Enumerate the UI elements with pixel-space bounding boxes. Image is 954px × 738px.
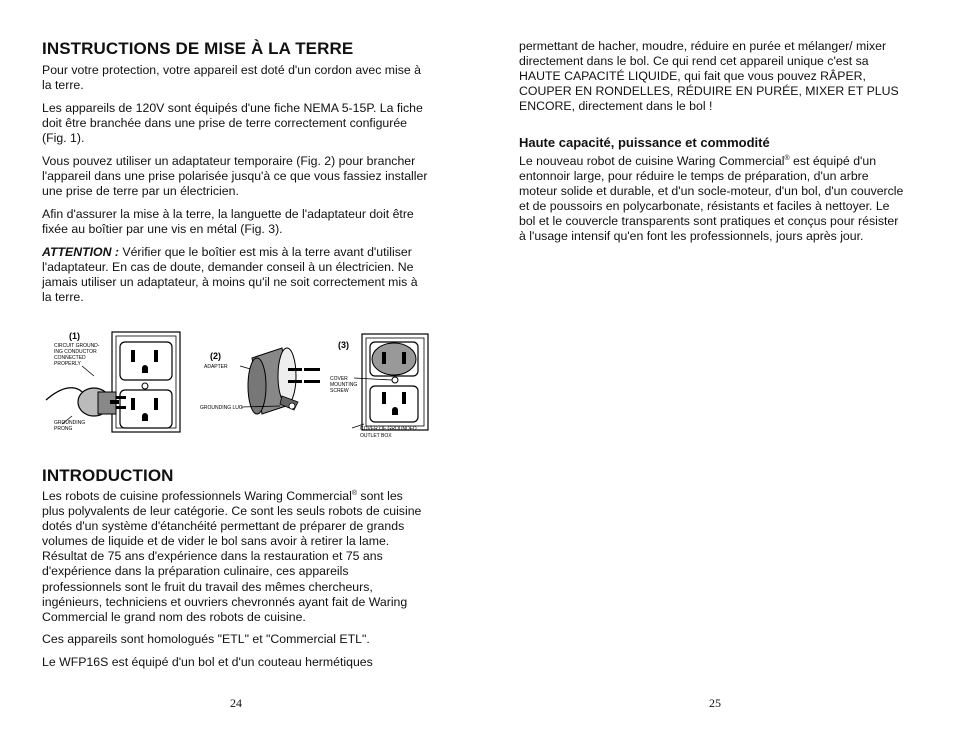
intro-paragraph-1 [42, 489, 426, 625]
fig3-screw-line1: COVER [330, 376, 348, 382]
grounding-figures [42, 328, 442, 446]
capacity-p-start: Le nouveau robot de cuisine Waring Commercial [519, 154, 785, 168]
fig1-caption-line3: CONNECTED [54, 355, 86, 361]
fig3-screw-line2: MOUNTING [330, 382, 358, 388]
fig1-caption-line2: ING CONDUCTOR [54, 349, 97, 355]
figure-1 [46, 331, 180, 432]
intro-paragraph-2: Ces appareils sont homologués "ETL" et "Commercial ETL". [42, 632, 370, 646]
fig3-screw-line3: SCREW [330, 388, 349, 394]
intro-paragraph-3: Le WFP16S est équipé d'un bol et d'un couteau hermétiques [42, 655, 373, 669]
attention-text: Vérifier que le boîtier est mis à la terre avant d'utiliser l'adaptateur. En cas de doute, demander conseil à un électricien. Ne jamais utiliser un adaptateur, à moins qu'il ne soit correctement mis à la terre. [42, 245, 418, 305]
grounding-paragraph-4: Afin d'assurer la mise à la terre, la languette de l'adaptateur doit être fixée au boîtier par une vis en métal (Fig. 3). [42, 207, 414, 237]
page-number-right: 25 [709, 696, 721, 710]
page-number-left: 24 [230, 696, 242, 710]
cover-screw-icon [392, 377, 398, 383]
figure-3 [330, 334, 428, 439]
plate-screw-icon [142, 383, 148, 389]
fig2-lug-caption: GROUNDING LUG [200, 405, 243, 411]
fig2-adapter-caption: ADAPTER [204, 364, 228, 370]
introduction-heading: INTRODUCTION [42, 466, 174, 485]
capacity-p-rest: est équipé d'un entonnoir large, pour réduire le temps de préparation, d'un arbre moteur solide et durable, et d'un socle-moteur, d'un bol, d'un couvercle et de poussoirs en polycarbonate, résistants et faciles à nettoyer. Le bol et le couvercle transparents sont pratiques et conçus pour résister à l'usage intensif qu'en font les professionnels, jours après jour. [519, 154, 904, 244]
continuation-paragraph: permettant de hacher, moudre, réduire en purée et mélanger/ mixer directement dans le bol. Ce qui rend cet appareil unique c'est sa HAUTE CAPACITÉ LIQUIDE, qui fait que vous pouvez RÂPER, COUPER EN RONDELLES, RÉDUIRE EN PURÉE, MIXER ET PLUS ENCORE, directement dans le bol ! [519, 39, 899, 114]
registered-mark-2: ® [784, 154, 790, 162]
grounding-paragraph-2: Les appareils de 120V sont équipés d'une fiche NEMA 5-15P. La fiche doit être branchée dans une prise de terre correctement configurée (Fig. 1). [42, 101, 423, 146]
receptacle-lower-3 [370, 386, 418, 422]
fig3-label: (3) [338, 340, 349, 350]
fig1-caption-line4: PROPERLY [54, 361, 81, 367]
fig2-label: (2) [210, 351, 221, 361]
capacity-paragraph [519, 154, 907, 245]
fig3-box-line2: OUTLET BOX [360, 433, 392, 439]
grounding-heading: INSTRUCTIONS DE MISE À LA TERRE [42, 39, 354, 58]
fig3-box-line1: COVER OF GROUNDED [360, 426, 417, 432]
figure-2 [200, 348, 320, 414]
receptacle-upper [120, 342, 172, 380]
grounding-prong-icon [110, 400, 119, 404]
fig1-caption-line1: CIRCUIT GROUND- [54, 343, 100, 349]
fig1-label: (1) [69, 331, 80, 341]
capacity-subheading: Haute capacité, puissance et commodité [519, 135, 770, 150]
attention-paragraph [42, 245, 428, 305]
intro-p1-rest: sont les plus polyvalents de leur catégorie. Ce sont les seuls robots de cuisine dotés d'un système d'étanchéité permettant de préparer de grands volumes de liquide et de vider le bol sans avoir à retirer la lame. Résultat de 75 ans d'expérience dans la restauration et 75 ans d'expérience dans la préparation culinaire, ces appareils professionnels sont le fruit du travail des mêmes chercheurs, ingénieurs, techniciens et ouvriers chevronnés ayant fait de Waring Commercial le grand nom des robots de cuisine. [42, 489, 422, 624]
fig1-prong-line1: GROUNDING [54, 420, 86, 426]
intro-p1-start: Les robots de cuisine professionnels Waring Commercial [42, 489, 352, 503]
adapter-installed [372, 343, 416, 375]
registered-mark: ® [351, 489, 358, 497]
grounding-paragraph-1: Pour votre protection, votre appareil est doté d'un cordon avec mise à la terre. [42, 63, 421, 93]
grounding-paragraph-3: Vous pouvez utiliser un adaptateur temporaire (Fig. 2) pour brancher l'appareil dans une prise polarisée jusqu'à ce que vous fassiez installer une prise de terre par un électricien. [42, 154, 428, 199]
receptacle-lower [120, 390, 172, 428]
fig1-prong-line2: PRONG [54, 426, 73, 432]
attention-label: ATTENTION : [42, 245, 119, 259]
